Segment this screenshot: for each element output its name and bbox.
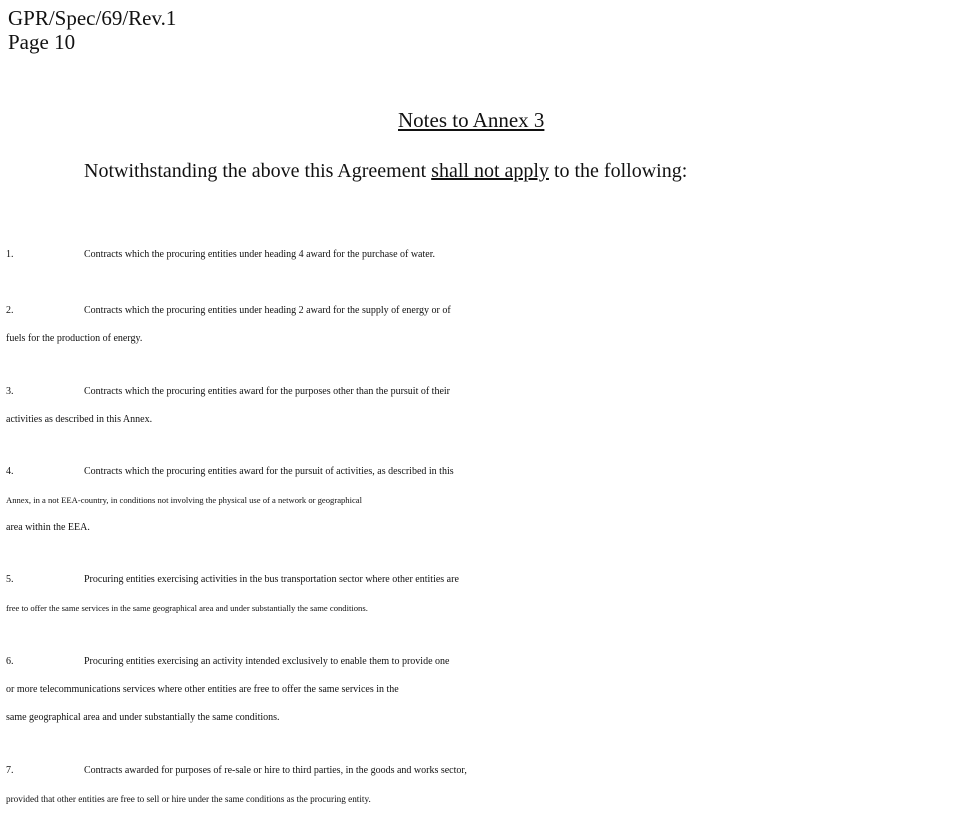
note-text: Contracts which the procuring entities award for the pursuit of activities, as described in this [84,466,454,477]
intro-underlined-text: shall not apply [431,160,549,182]
note-text: Contracts which the procuring entities under heading 4 award for the purchase of water. [84,249,435,260]
note-item [6,458,958,542]
note-line [6,297,958,325]
note-item [6,648,958,732]
note-item [6,757,958,813]
note-line [6,648,958,676]
intro-paragraph [84,159,687,183]
note-item [6,297,958,353]
note-line: same geographical area and under substantially the same conditions. [6,712,280,723]
note-line: fuels for the production of energy. [6,333,143,344]
section-heading: Notes to Annex 3 [398,108,545,132]
note-line: area within the EEA. [6,522,90,533]
note-line: free to offer the same services in the same geographical area and under substantially the same conditions. [6,603,368,613]
note-item [6,241,958,269]
note-text: Contracts which the procuring entities under heading 2 award for the supply of energy or of [84,305,451,316]
note-line [6,566,958,594]
note-number: 3. [6,386,14,397]
note-number: 1. [6,249,14,260]
note-text: Contracts awarded for purposes of re-sale or hire to third parties, in the goods and works sector, [84,765,467,776]
page-number: Page 10 [8,30,76,54]
note-line: or more telecommunications services where other entities are free to offer the same services in the [6,684,399,695]
note-item [6,378,958,434]
note-text: Procuring entities exercising activities in the bus transportation sector where other entities are [84,574,459,585]
intro-text-after: to the following: [548,160,688,182]
intro-text-before: Notwithstanding the above this Agreement [84,160,432,182]
note-line: provided that other entities are free to sell or hire under the same conditions as the procuring entity. [6,794,371,804]
note-line [6,241,958,269]
note-number: 5. [6,574,14,585]
document-symbol: GPR/Spec/69/Rev.1 [8,6,177,30]
note-number: 6. [6,656,14,667]
note-number: 4. [6,466,14,477]
note-line [6,378,958,406]
note-line [6,458,958,486]
note-text: Contracts which the procuring entities award for the purposes other than the pursuit of their [84,386,451,397]
note-line: activities as described in this Annex. [6,414,153,425]
note-line: Annex, in a not EEA-country, in conditions not involving the physical use of a network or geographical [6,495,363,505]
note-text: Procuring entities exercising an activity intended exclusively to enable them to provide one [84,656,450,667]
note-line [6,757,958,785]
note-number: 7. [6,765,14,776]
note-item [6,566,958,622]
note-number: 2. [6,305,14,316]
